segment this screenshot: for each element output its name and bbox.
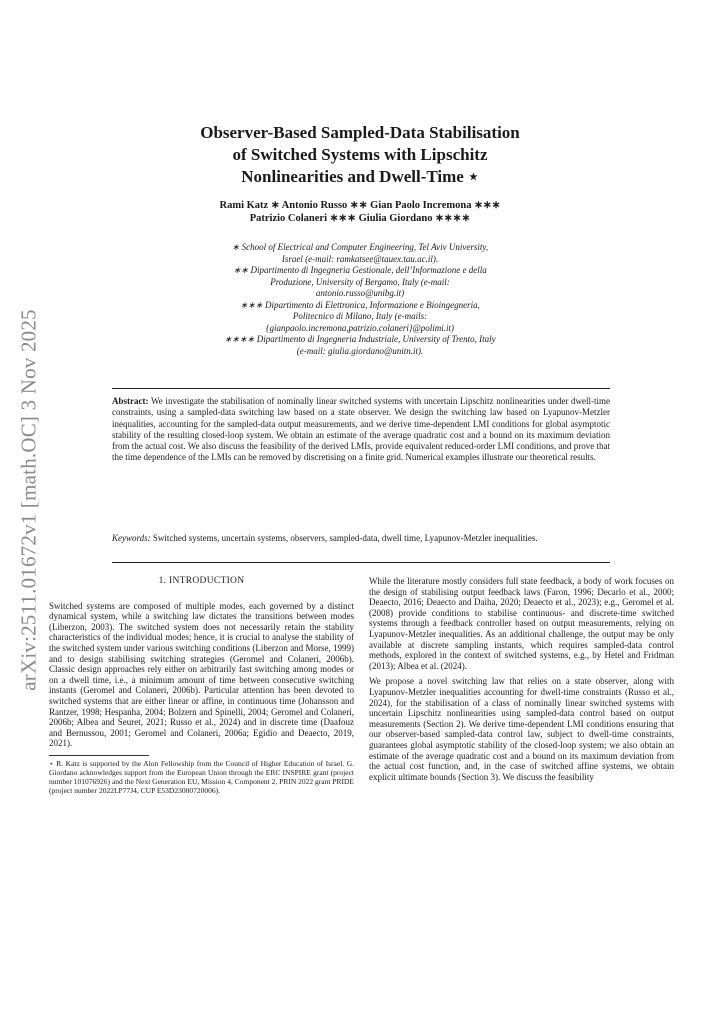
title-line: of Switched Systems with Lipschitz [232,145,488,164]
keywords [112,533,610,544]
affiliation-line: Produzione, University of Bergamo, Italy (e-mail: [270,276,450,287]
affiliation-line: ∗∗∗∗ Dipartimento di Ingegneria Industriale, University of Trento, Italy [224,334,496,344]
affiliation-line: Israel (e-mail: ramkatsee@tauex.tau.ac.il). [281,253,439,264]
footnote-rule [49,755,149,756]
affiliation-line: antonio.russo@unibg.it) [315,288,405,298]
affiliation-line: ∗∗∗ Dipartimento di Elettronica, Informazione e Bioingegneria, [240,299,480,310]
author-list [110,199,610,225]
keywords-text: Switched systems, uncertain systems, observers, sampled-data, dwell time, Lyapunov-Metzler inequalities. [150,533,538,543]
right-column [369,576,674,787]
affiliation-line: ∗ School of Electrical and Computer Engineering, Tel Aviv University, [231,242,489,252]
abstract-text: We investigate the stabilisation of nominally linear switched systems with uncertain Lipschitz nonlinearities under dwell-time constraints, using a sampled-data switching law based on a state observer. We design the switching law based on Lyapunov-Metzler inequalities, accounting for the sampled-data output measurements, and we derive time-dependent LMI conditions for global asymptotic stability of the resulting closed-loop system. We obtain an estimate of the average quadratic cost and a bound on its maximum deviation from the actual cost. We also discuss the feasibility of the derived LMIs, provide equivalent reduced-order LMI conditions, and prove that the time dependence of the LMIs can be removed by discretising on a finite grid. Numerical examples illustrate our theoretical results. [112,396,610,463]
affiliation-line: {gianpaolo.incremona,patrizio.colaneri}@polimi.it) [265,322,455,333]
affiliation-line: (e-mail: giulia.giordano@unitn.it). [296,345,424,356]
abstract-bottom-rule [112,562,610,563]
keywords-label: Keywords: [112,533,151,543]
body-paragraph: While the literature mostly considers full state feedback, a body of work focuses on the design of stabilising output feedback laws (Faron, 1996; Decarlo et al., 2000; Deaecto, 2016; Deaecto and Daiha, 2020; Deaecto et al., 2023); e.g., Geromel et al. (2008) provide conditions to stabilise continuous- and discrete-time switched systems through a feedback controller based on output measurements, relying on Lyapunov-Metzler inequalities. As an additional challenge, the output may be only available at discrete sampling instants, which requires sampled-data control methods, explored in the context of switched systems, e.g., by Hetel and Fridman (2013); Albea et al. (2024). [369,576,674,671]
arxiv-identifier-text: arXiv:2511.01672v1 [math.OC] 3 Nov 2025 [16,309,41,691]
paper-title [110,122,610,188]
affiliation-line: Politecnico di Milano, Italy (e-mails: [292,311,428,321]
affiliation-block [110,242,610,357]
left-column [49,576,354,795]
section-heading-introduction: 1. INTRODUCTION [158,576,245,586]
title-line: Nonlinearities and Dwell-Time ⋆ [241,167,479,186]
arxiv-identifier-stamp [14,290,44,710]
title-line: Observer-Based Sampled-Data Stabilisation [200,123,520,142]
abstract-top-rule [112,388,610,389]
abstract [112,396,610,464]
affiliation-line: ∗∗ Dipartimento di Ingegneria Gestionale, dell’Informazione e della [233,265,487,275]
funding-footnote: ⋆ R. Katz is supported by the Alon Fellowship from the Council of Higher Education of Israel. G. Giordano acknowledges support from the European Union through the ERC INSPIRE grant (project number 101076926) and the Next Generation EU, Mission 4, Component 2, PRIN 2022 grant PRIDE (project number 2022LP77J4, CUP E53D23000720006). [49,758,354,795]
author-line: Patrizio Colaneri ∗∗∗ Giulia Giordano ∗∗∗∗ [249,213,471,224]
author-line: Rami Katz ∗ Antonio Russo ∗∗ Gian Paolo Incremona ∗∗∗ [219,200,501,211]
abstract-label: Abstract: [112,396,149,406]
intro-paragraph: Switched systems are composed of multiple modes, each governed by a distinct dynamical system, while a switching law dictates the transitions between modes (Liberzon, 2003). The switched system does not necessarily retain the stability characteristics of the individual modes; hence, it is crucial to analyse the stability of the switched system under various switching conditions (Liberzon and Morse, 1999) and to design stabilising switching strategies (Geromel and Colaneri, 2006b). Classic design approaches rely either on arbitrarily fast switching among modes or on a dwell time, i.e., a minimum amount of time between consecutive switching instants (Geromel and Colaneri, 2006b). Particular attention has been devoted to switched systems that are either linear or affine, in continuous time (Johansson and Rantzer, 1998; Hespanha, 2004; Bolzern and Spinelli, 2004; Geromel and Colaneri, 2006b; Albea and Seuret, 2021; Russo et al., 2024) and in discrete time (Daafouz and Bernussou, 2001; Geromel and Colaneri, 2006a; Egidio and Deaecto, 2019, 2021). [49,600,354,749]
body-paragraph: We propose a novel switching law that relies on a state observer, along with Lyapunov-Metzler inequalities accounting for dwell-time constraints (Russo et al., 2024), for the stabilisation of a class of nominally linear switched systems with uncertain Lipschitz nonlinearities using sampled-data control based on output measurements (Section 2). We derive time-dependent LMI conditions ensuring that our observer-based sampled-data control law, subject to dwell-time constraints, guarantees global asymptotic stability of the closed-loop system; we also obtain an estimate of the average quadratic cost and a bound on its maximum deviation from the actual cost function, and, in the case of switched affine systems, we obtain explicit ultimate bounds (Section 3). We discuss the feasibility [369,676,674,782]
